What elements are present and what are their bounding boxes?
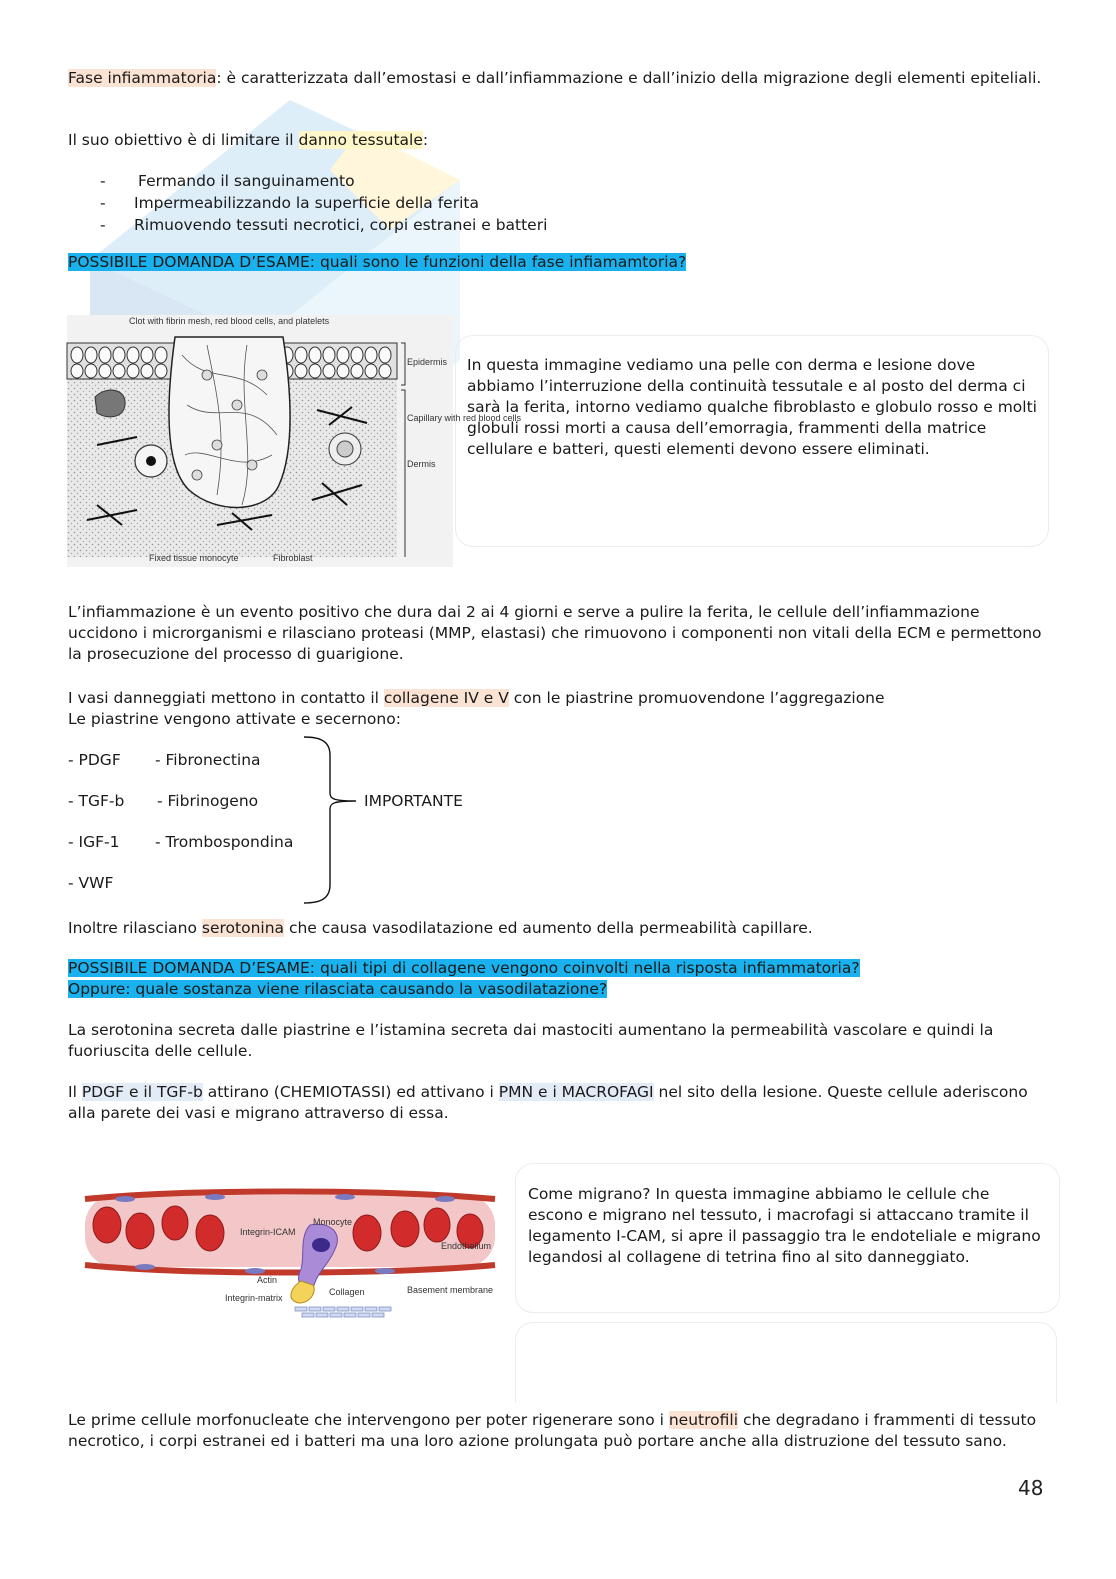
skin-wound-figure: [67, 315, 522, 567]
label-basement-membrane: Basement membrane: [407, 1285, 494, 1295]
label-fibroblast: Fibroblast: [273, 553, 313, 563]
label-integrin-icam: Integrin-ICAM: [240, 1227, 296, 1237]
label-monocyte: Fixed tissue monocyte: [149, 553, 239, 563]
factor-item: - IGF-1: [68, 833, 120, 851]
page-number: 48: [1018, 1476, 1044, 1500]
inflammation-paragraph: L’infiammazione è un evento positivo che dura dai 2 ai 4 giorni e serve a pulire la ferita, le cellule dell’infiammazione uccidono i microrganismi e rilasciano proteasi (MMP, elastasi) che rimuovono i componenti non vitali della ECM e permettono la prosecuzione del processo di guarigione.: [68, 603, 1042, 663]
factor-item: - Fibrinogeno: [157, 792, 259, 810]
list-item: - Rimuovendo tessuti necrotici, corpi estranei e batteri: [100, 216, 548, 234]
callout-frame: [515, 1322, 1057, 1403]
highlight-pdgf: PDGF e il TGF-b: [81, 1083, 203, 1101]
skin-wound-diagram: [67, 315, 522, 567]
highlight-pmn: PMN e i MACROFAGI: [498, 1083, 654, 1101]
objective-paragraph: Il suo obiettivo è di limitare il danno tessutale:: [68, 131, 429, 149]
label-actin: Actin: [257, 1275, 278, 1285]
neutrophil-paragraph: Le prime cellule morfonucleate che intervengono per poter rigenerare sono i neutrofili che degradano i frammenti di tessuto necrotico, i corpi estranei ed i batteri ma una loro azione prolungata può portare anche alla distruzione del tessuto sano.: [68, 1411, 1037, 1450]
factor-item: - Fibronectina: [155, 751, 261, 769]
exam-question-2: POSSIBILE DOMANDA D’ESAME: quali tipi di collagene vengono coinvolti nella risposta infiammatoria? Oppure: quale sostanza viene rilasciata causando la vasodilatazione?: [68, 959, 860, 998]
label-clot: Clot with fibrin mesh, red blood cells, and platelets: [129, 316, 330, 326]
factor-item: - Trombospondina: [155, 833, 294, 851]
label-dermis: Dermis: [407, 459, 436, 469]
term-highlight: Fase infiammatoria: [68, 69, 217, 87]
important-label: IMPORTANTE: [364, 792, 463, 810]
collagen-paragraph: I vasi danneggiati mettono in contatto il collagene IV e V con le piastrine promuovendone l’aggregazione Le piastrine vengono attivate e secernono:: [68, 689, 885, 728]
label-endothelium: Endothelium: [441, 1241, 492, 1251]
label-epidermis: Epidermis: [407, 357, 448, 367]
highlight-neutrofili: neutrofili: [668, 1411, 739, 1429]
factor-item: - TGF-b: [68, 792, 125, 810]
highlight-collagene: collagene IV e V: [383, 689, 509, 707]
list-item: - Impermeabilizzando la superficie della ferita: [100, 194, 479, 212]
permeability-paragraph: La serotonina secreta dalle piastrine e l’istamina secreta dai mastociti aumentano la permeabilità vascolare e quindi la fuoriuscita delle cellule.: [68, 1021, 994, 1060]
serotonin-paragraph: Inoltre rilasciano serotonina che causa vasodilatazione ed aumento della permeabilità capillare.: [68, 919, 813, 937]
label-collagen: Collagen: [329, 1287, 365, 1297]
highlight-danno: danno tessutale: [298, 131, 423, 149]
callout-figure-1: In questa immagine vediamo una pelle con derma e lesione dove abbiamo l’interruzione della continuità tessutale e al posto del derma ci sarà la ferita, intorno vediamo qualche fibroblasto e globulo rosso e molti globuli rossi morti a causa dell’emorragia, frammenti della matrice cellulare e batteri, questi elementi devono essere eliminati.: [467, 356, 1037, 458]
curly-brace: [300, 735, 360, 907]
list-item: - Fermando il sanguinamento: [100, 172, 355, 190]
objective-list: [100, 170, 547, 236]
factor-item: - PDGF: [68, 751, 121, 769]
label-monocyte-2: Monocyte: [313, 1217, 353, 1227]
exam-question-1: POSSIBILE DOMANDA D’ESAME: quali sono le funzioni della fase infiamamtoria?: [68, 253, 687, 271]
callout-figure-2: Come migrano? In questa immagine abbiamo le cellule che escono e migrano nel tessuto, i macrofagi si attaccano tramite il legamento I-CAM, si apre il passaggio tra le endoteliale e migrano legandosi al collagene di tetrina fino al sito danneggiato.: [528, 1185, 1041, 1266]
cell-migration-figure: [85, 1185, 505, 1325]
intro-paragraph: Fase infiammatoria: è caratterizzata dall’emostasi e dall’infiammazione e dall’inizio della migrazione degli elementi epiteliali.: [68, 69, 1042, 87]
chemotaxis-paragraph: Il PDGF e il TGF-b attirano (CHEMIOTASSI) ed attivano i PMN e i MACROFAGI nel sito della lesione. Queste cellule aderiscono alla parete dei vasi e migrano attraverso di essa.: [68, 1083, 1028, 1122]
cell-migration-diagram: [85, 1185, 505, 1325]
factor-item: - VWF: [68, 874, 114, 892]
label-integrin-matrix: Integrin-matrix: [225, 1293, 283, 1303]
highlight-serotonina: serotonina: [201, 919, 285, 937]
label-capillary: Capillary with red blood cells: [407, 413, 522, 423]
